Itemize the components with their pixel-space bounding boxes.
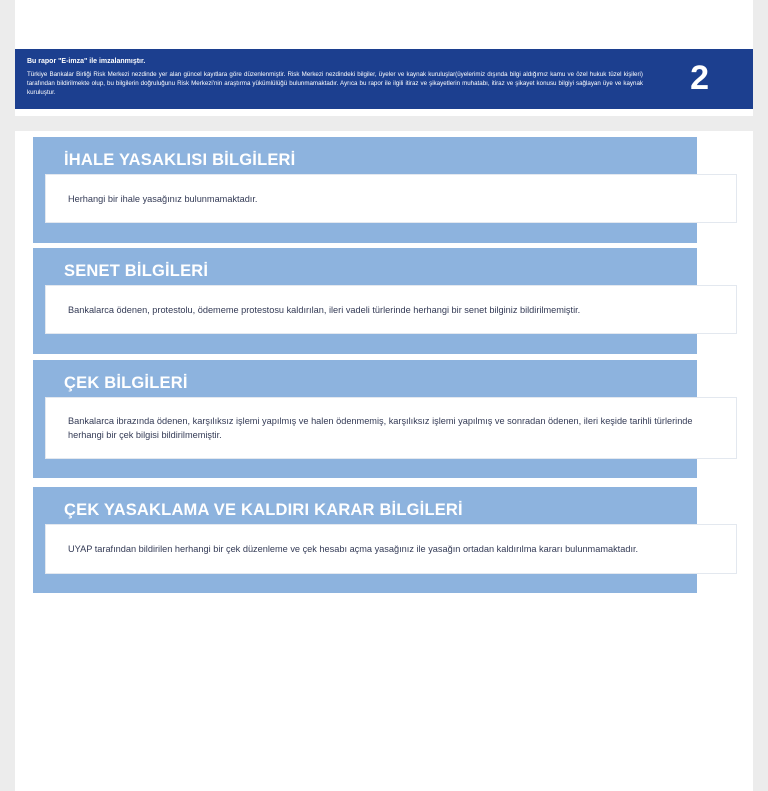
section-body: Herhangi bir ihale yasağınız bulunmamaktadır. bbox=[45, 174, 737, 223]
footer-disclaimer: Türkiye Bankalar Birliği Risk Merkezi nezdinde yer alan güncel kayıtlara göre düzenlenmiştir. Risk Merkezi nezdindeki bilgiler, üyeler ve kaynak kuruluşlar(üyelerimiz dışında bilgi aldığımız kamu ve özel hukuk tüzel kişileri) tarafından bildirilmekte olup, bu bilgilerin doğruluğunu Risk Merkezi'nin araştırma yükümlülüğü bulunmamaktadır. Ayrıca bu rapor ile ilgili itiraz ve şikayetlerin muhatabı, itiraz ve şikayet konusu bilgiyi sağlayan üye ve kaynak kuruluştur. bbox=[27, 71, 643, 96]
section-title: ÇEK BİLGİLERİ bbox=[64, 374, 188, 392]
section-tender-ban bbox=[33, 137, 697, 243]
section-body: UYAP tarafından bildirilen herhangi bir çek düzenleme ve çek hesabı açma yasağınız ile yasağın ortadan kaldırılma kararı bulunmamaktadır. bbox=[45, 524, 737, 574]
footer-title: Bu rapor "E-imza" ile imzalanmıştır. bbox=[27, 58, 146, 65]
e-signature-footer bbox=[15, 49, 753, 109]
section-title: SENET BİLGİLERİ bbox=[64, 262, 209, 280]
previous-page bbox=[15, 0, 753, 116]
section-cheque-ban-decisions bbox=[33, 487, 697, 593]
current-page bbox=[15, 131, 753, 791]
section-title: İHALE YASAKLISI BİLGİLERİ bbox=[64, 151, 296, 169]
section-body: Bankalarca ibrazında ödenen, karşılıksız işlemi yapılmış ve halen ödenmemiş, karşılıksız işlemi yapılmış ve sonradan ödenen, ileri keşide tarihli türlerinde herhangi bir çek bilgisi bildirilmemiştir. bbox=[45, 397, 737, 459]
section-cheques bbox=[33, 360, 697, 478]
section-title: ÇEK YASAKLAMA VE KALDIRI KARAR BİLGİLERİ bbox=[64, 501, 463, 519]
section-body: Bankalarca ödenen, protestolu, ödememe protestosu kaldırılan, ileri vadeli türlerinde herhangi bir senet bilginiz bildirilmemiştir. bbox=[45, 285, 737, 334]
page-number: 2 bbox=[690, 59, 709, 97]
section-promissory-notes bbox=[33, 248, 697, 354]
